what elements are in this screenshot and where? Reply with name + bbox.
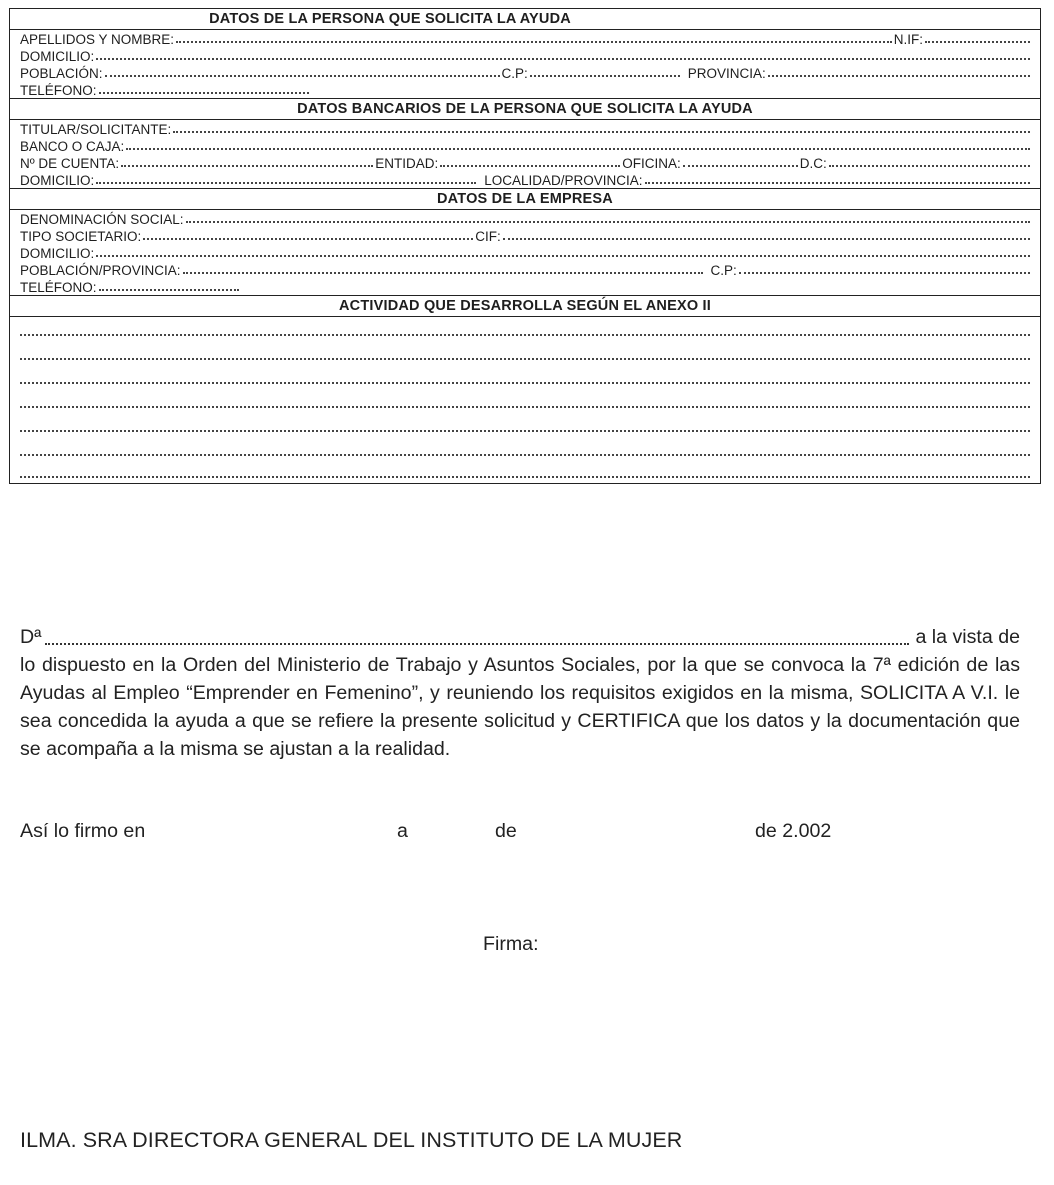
activity-line-dots[interactable] [20,406,1030,408]
entity-label: ENTIDAD: [375,156,439,171]
account-label: Nº DE CUENTA: [20,156,120,171]
nif-label: N.IF: [893,32,923,47]
bank-address-label: DOMICILIO: [20,173,95,188]
bank-label: BANCO O CAJA: [20,139,125,154]
bank-row [10,137,1040,154]
applicant-name-field[interactable] [176,41,892,43]
applicant-town-row [10,64,1040,81]
dc-field[interactable] [829,165,1030,167]
applicant-phone-row [10,81,1040,98]
applicant-cp-field[interactable] [530,75,680,77]
entity-field[interactable] [440,165,620,167]
company-name-field[interactable] [186,221,1030,223]
activity-line[interactable] [10,317,1040,341]
activity-line[interactable] [10,437,1040,461]
addressee: ILMA. SRA DIRECTORA GENERAL DEL INSTITUTO DE LA MUJER [20,1128,683,1152]
office-field[interactable] [683,165,798,167]
declaration-vista: a la vista de [915,626,1020,648]
applicant-address-field[interactable] [96,58,1030,60]
activity-line-dots[interactable] [20,476,1030,478]
cif-label: CIF: [475,229,501,244]
applicant-province-label: PROVINCIA: [687,66,766,81]
company-type-label: TIPO SOCIETARIO: [20,229,142,244]
company-cp-label: C.P: [710,263,737,278]
applicant-address-row [10,47,1040,64]
activity-line-dots[interactable] [20,430,1030,432]
company-town-row [10,261,1040,278]
bank-field[interactable] [126,148,1030,150]
company-type-row [10,227,1040,244]
bank-locality-label: LOCALIDAD/PROVINCIA: [484,173,643,188]
nif-field[interactable] [925,41,1030,43]
company-name-row [10,210,1040,227]
applicant-address-label: DOMICILIO: [20,49,95,64]
company-type-field[interactable] [143,238,473,240]
bank-address-field[interactable] [96,182,476,184]
date-year-label: de 2.002 [755,820,832,842]
applicant-phone-label: TELÉFONO: [20,83,97,98]
company-address-row [10,244,1040,261]
company-cp-field[interactable] [739,272,1030,274]
signed-in-label: Así lo firmo en [20,820,146,842]
applicant-name-row [10,30,1040,47]
applicant-town-field[interactable] [105,75,500,77]
company-phone-field[interactable] [99,289,239,291]
holder-row [10,120,1040,137]
section-applicant-header: DATOS DE LA PERSONA QUE SOLICITA LA AYUDA [10,9,1040,30]
activity-line[interactable] [10,341,1040,365]
applicant-name-label: APELLIDOS Y NOMBRE: [20,32,175,47]
activity-line[interactable] [10,389,1040,413]
applicant-province-field[interactable] [768,75,1030,77]
section-activity-header: ACTIVIDAD QUE DESARROLLA SEGÚN EL ANEXO II [10,295,1040,317]
activity-line-dots[interactable] [20,382,1030,384]
office-label: OFICINA: [622,156,681,171]
dc-label: D.C: [799,156,827,171]
company-phone-label: TELÉFONO: [20,280,97,295]
holder-field[interactable] [173,131,1030,133]
company-address-label: DOMICILIO: [20,246,95,261]
company-name-label: DENOMINACIÓN SOCIAL: [20,212,184,227]
application-form [9,8,1041,484]
declaration-text [20,623,1020,763]
company-town-field[interactable] [183,272,703,274]
date-a-label: a [397,820,408,842]
holder-label: TITULAR/SOLICITANTE: [20,122,172,137]
activity-line-dots[interactable] [20,358,1030,360]
activity-line[interactable] [10,413,1040,437]
declarant-line [20,623,1020,651]
activity-line-dots[interactable] [20,334,1030,336]
bank-locality-field[interactable] [645,182,1030,184]
company-phone-row [10,278,1040,295]
activity-line-dots[interactable] [20,454,1030,456]
section-company-header: DATOS DE LA EMPRESA [10,188,1040,210]
account-field[interactable] [121,165,373,167]
signature-label: Firma: [483,933,539,955]
declaration-body: lo dispuesto en la Orden del Ministerio de Trabajo y Asuntos Sociales, por la que se convoca la 7ª edición de las Ayudas al Empleo “Emprender en Femenino”, y reuniendo los requisitos exigidos en la misma, SOLICITA A V.I. le sea concedida la ayuda a que se refiere la presente solicitud y CERTIFICA que los datos y la documentación que se acompaña a la misma se ajustan a la realidad. [20,654,1020,760]
declarant-prefix: Dª [20,626,42,648]
company-address-field[interactable] [96,255,1030,257]
cif-field[interactable] [503,238,1030,240]
declarant-name-field[interactable] [45,643,909,645]
bank-address-row [10,171,1040,188]
date-de-label: de [495,820,517,842]
activity-line[interactable] [10,461,1040,483]
applicant-cp-label: C.P: [501,66,528,81]
company-town-label: POBLACIÓN/PROVINCIA: [20,263,181,278]
account-row [10,154,1040,171]
activity-line[interactable] [10,365,1040,389]
applicant-phone-field[interactable] [99,92,309,94]
applicant-town-label: POBLACIÓN: [20,66,103,81]
section-bank-header: DATOS BANCARIOS DE LA PERSONA QUE SOLICITA LA AYUDA [10,98,1040,120]
